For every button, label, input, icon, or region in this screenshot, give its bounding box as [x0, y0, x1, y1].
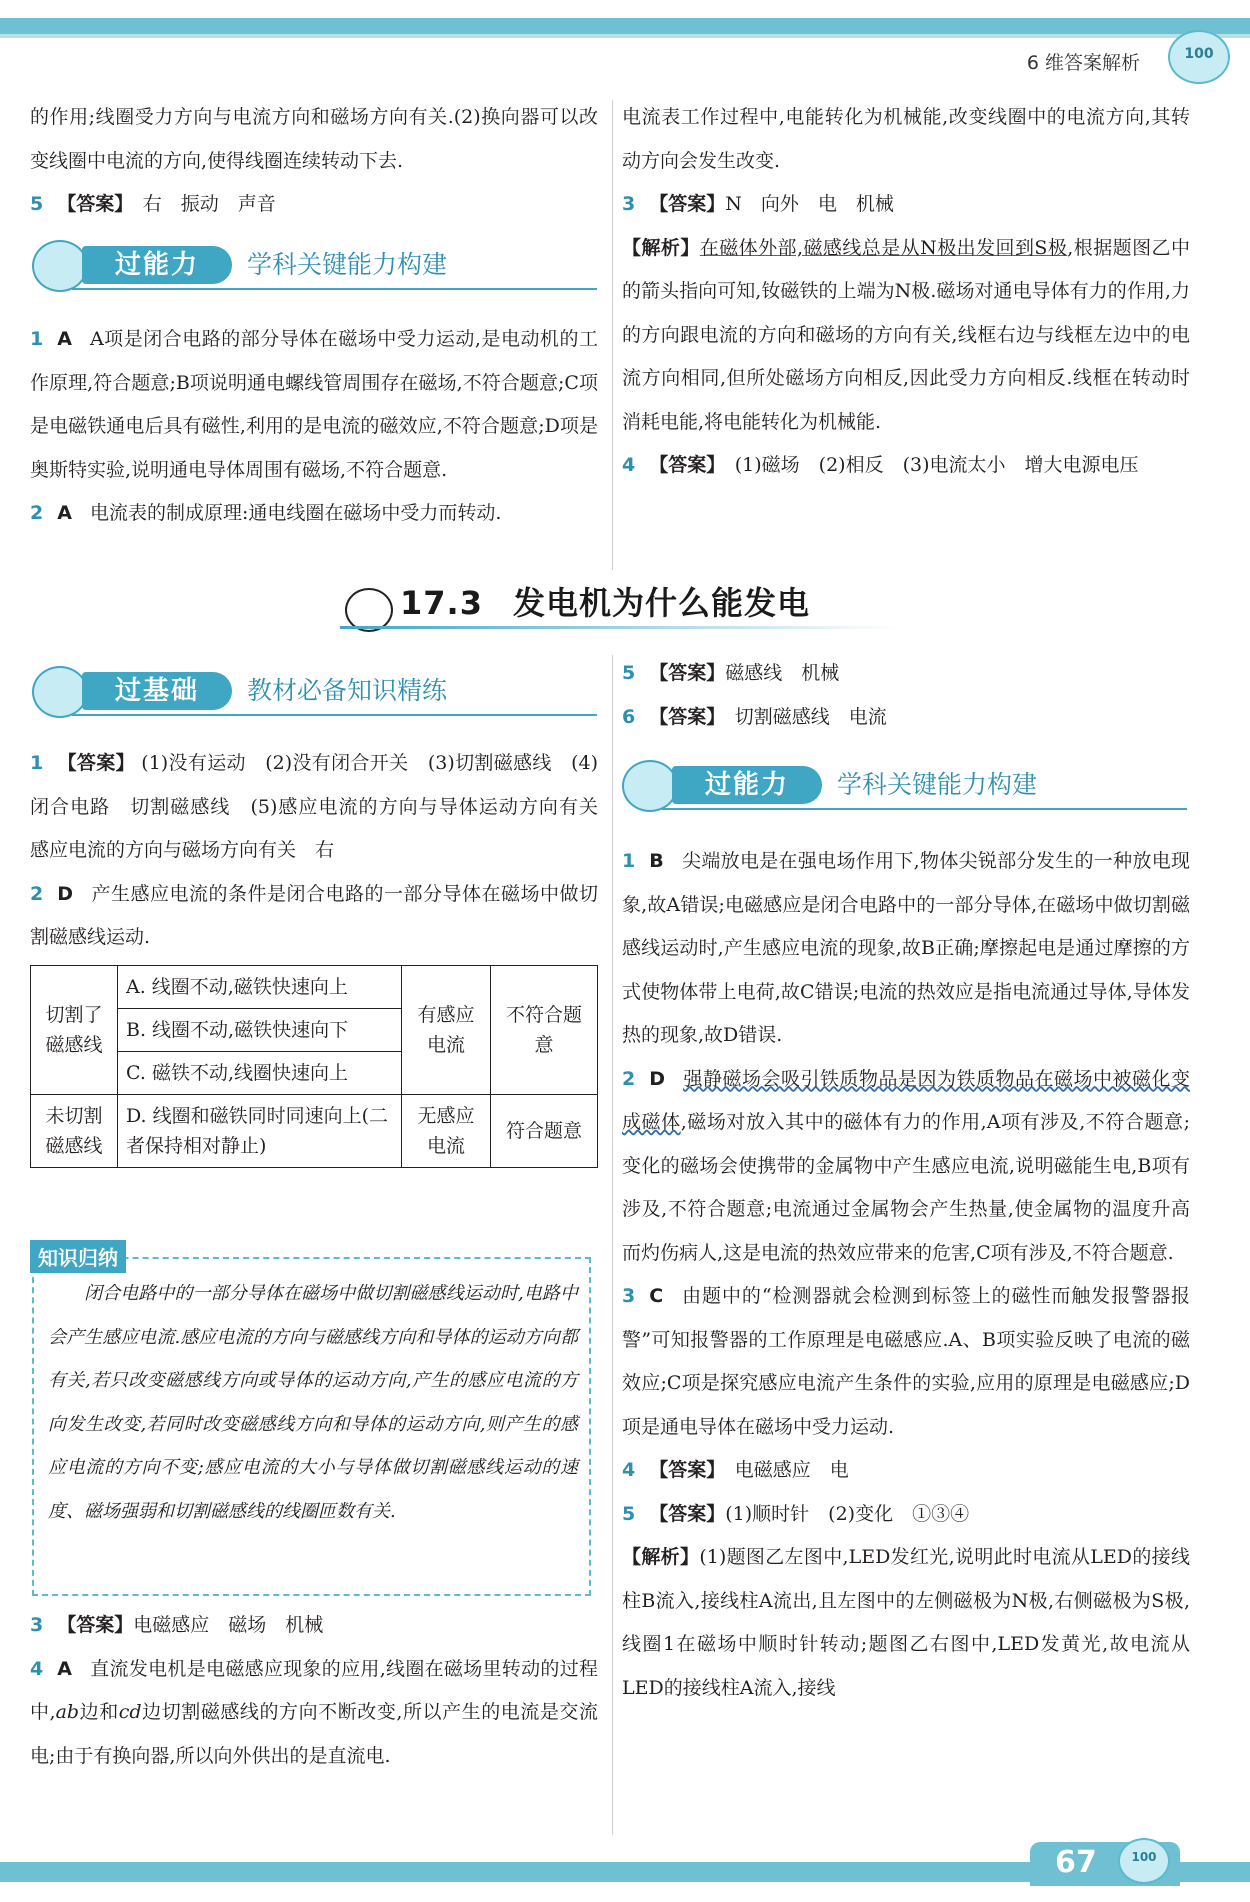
right-basic-answers: [622, 652, 1190, 739]
comparison-table: [30, 965, 598, 1168]
row-label: 未切割磁感线: [31, 1095, 118, 1168]
answer-text: (1)没有运动 (2)没有闭合开关 (3)切割磁感线 (4)闭合电路 切割磁感线 (5)感应电流的方向与导体运动方向有关 感应电流的方向与磁场方向有关 右: [30, 752, 618, 861]
knowledge-body: 闭合电路中的一部分导体在磁场中做切割磁感线运动时,电路中会产生感应电流.感应电流的方向与磁感线方向和导体的运动方向都有关,若只改变磁感线方向或导体的运动方向,产生的感应电流的方向发生改变,若同时改变磁感线方向和导体的运动方向,则产生的感应电流的方向不变;感应电流的大小与导体做切割磁感线运动的速度、磁场强弱和切割磁感线的线圈匝数有关.: [48, 1283, 578, 1522]
question-2: [622, 1058, 1190, 1276]
question-number: 2: [30, 882, 44, 905]
result-cell: 有感应电流: [402, 966, 491, 1095]
star-mascot-icon: [32, 666, 88, 718]
variable-ab: ab: [55, 1701, 80, 1723]
mascot-label: 100: [1184, 46, 1214, 62]
choice-letter: A: [57, 502, 72, 524]
answer-tag: 【答案】: [57, 752, 135, 774]
question-number: 3: [622, 1285, 636, 1307]
answer-text: N 向外 电 机械: [725, 193, 894, 215]
analysis-text: ,根据题图乙中的箭头指向可知,钕磁铁的上端为N极.磁场对通电导体有力的作用,力的方向跟电流的方向和磁场的方向有关,线框右边与线框左边中的电流方向相同,但所处磁场方向相反,因此受力方向相反.线框在转动时消耗电能,将电能转化为机械能.: [622, 236, 1190, 433]
answer-tag: 【答案】: [649, 705, 716, 728]
question-number: 1: [30, 752, 44, 774]
answer-tag: 【答案】: [649, 454, 716, 476]
banner-pill: 过基础: [82, 672, 232, 710]
answer-tag: 【答案】: [57, 193, 124, 215]
star-mascot-icon: [622, 760, 678, 812]
question-explanation: 尖端放电是在强电场作用下,物体尖锐部分发生的一种放电现象,故A错误;电磁感应是闭合电路中的一部分导体,在磁场中做切割磁感线运动时,产生感应电流的现象,故B正确;摩擦起电是通过摩擦的方式使物体带上电荷,故C错误;电流的热效应是指电流通过导体,导体发热的现象,故D错误.: [622, 850, 1190, 1046]
header-label: 6 维答案解析: [1026, 52, 1140, 74]
result-cell: 无感应电流: [402, 1095, 491, 1168]
answer-q5: [622, 652, 1190, 696]
answer-tag: 【答案】: [649, 1502, 726, 1525]
table-cell: A. 线圈不动,磁铁快速向上: [118, 966, 402, 1009]
section-title: [340, 578, 810, 624]
choice-letter: D: [57, 882, 74, 905]
answer-tag: 【答案】: [649, 1459, 716, 1481]
answer-text: 电磁感应 电: [734, 1459, 849, 1481]
choice-letter: A: [57, 328, 72, 350]
question-number: 4: [30, 1657, 44, 1680]
ability-banner: [32, 240, 597, 292]
answer-tag: 【答案】: [57, 1614, 134, 1636]
question-explanation: 由题中的“检测器就会检测到标签上的磁性而触发报警器报警”可知报警器的工作原理是电磁感应.A、B项实验反映了电流的磁效应;C项是探究感应电流产生条件的实验,应用的原理是电磁感应;D项是通电导体在磁场中受力运动.: [622, 1285, 1190, 1438]
question-number: 4: [622, 454, 636, 476]
question-explanation: 电流表的制成原理:通电线圈在磁场中受力而转动.: [89, 502, 502, 524]
question-2: [30, 492, 598, 536]
top-left-column: [30, 96, 598, 227]
mascot-label: 100: [1131, 1850, 1157, 1864]
question-1: [622, 840, 1190, 1058]
banner-pill: 过能力: [672, 766, 822, 804]
question-number: 5: [30, 193, 44, 215]
analysis-q3: [622, 227, 1190, 445]
ability-banner: [622, 760, 1187, 812]
table-cell: D. 线圈和磁铁同时同速向上(二者保持相对静止): [118, 1095, 402, 1168]
question-number: 4: [622, 1459, 636, 1481]
question-1: [30, 318, 598, 492]
question-4: [30, 1648, 598, 1779]
mascot-icon: [1168, 30, 1230, 84]
left-basic-questions: [30, 742, 618, 960]
choice-letter: A: [57, 1657, 72, 1680]
banner-subtitle: 学科关键能力构建: [837, 770, 1038, 799]
wavy-underlined-text: 强静磁场会吸引铁质物品是因为铁质物品在磁场中被磁化变成磁体: [622, 1067, 1190, 1133]
answer-q5: [30, 183, 598, 227]
table-row: [31, 1095, 598, 1168]
choice-letter: C: [649, 1285, 664, 1307]
choice-letter: B: [649, 850, 664, 872]
analysis-tag: 【解析】: [622, 1546, 700, 1568]
knowledge-text: [48, 1272, 578, 1533]
answer-q5b: [622, 1493, 1190, 1537]
answer-text: (1)磁场 (2)相反 (3)电流太小 增大电源电压: [734, 454, 1139, 476]
answer-text: (1)顺时针 (2)变化 ①③④: [725, 1502, 970, 1525]
question-number: 2: [30, 502, 44, 524]
answer-text: 电磁感应 磁场 机械: [133, 1614, 324, 1636]
question-number: 6: [622, 705, 636, 728]
answer-text: 右 振动 声音: [142, 193, 276, 215]
question-number: 2: [622, 1067, 636, 1090]
right-ability-questions: [622, 840, 1190, 1710]
section-underline: [340, 626, 900, 629]
choice-letter: D: [649, 1067, 666, 1090]
banner-subtitle: 学科关键能力构建: [247, 250, 448, 279]
banner-pill: 过能力: [82, 246, 232, 284]
judge-cell: 符合题意: [491, 1095, 598, 1168]
basic-banner: [32, 666, 597, 718]
section-number: 17.3: [400, 584, 483, 622]
top-decor-bar: [0, 18, 1250, 34]
knowledge-tag: 知识归纳: [30, 1240, 126, 1273]
top-left-questions: [30, 318, 598, 536]
judge-cell: 不符合题意: [491, 966, 598, 1095]
answer-q1: [30, 742, 618, 873]
table-cell: C. 磁铁不动,线圈快速向上: [118, 1052, 402, 1095]
question-explanation: 边和: [79, 1701, 119, 1723]
question-number: 3: [622, 193, 636, 215]
banner-underline: [72, 288, 597, 290]
answer-tag: 【答案】: [649, 193, 726, 215]
continuation-paragraph: 电流表工作过程中,电能转化为机械能,改变线圈中的电流方向,其转动方向会发生改变.: [622, 106, 1190, 172]
page-number: 67: [1055, 1845, 1097, 1880]
variable-cd: cd: [118, 1701, 142, 1723]
analysis-tag: 【解析】: [622, 236, 700, 259]
question-number: 5: [622, 662, 636, 684]
question-number: 3: [30, 1614, 44, 1636]
answer-text: 磁感线 机械: [725, 662, 840, 684]
question-3: [622, 1275, 1190, 1449]
question-explanation: 边切割磁感线的方向不断改变,所以产生的电流是交流电;由于有换向器,所以向外供出的是直流电.: [30, 1701, 598, 1767]
question-explanation: 直流发电机是电磁感应现象的应用,线圈在磁场里转动的过程中,: [30, 1657, 598, 1723]
question-explanation: 产生感应电流的条件是闭合电路的一部分导体在磁场中做切割磁感线运动.: [30, 882, 598, 948]
section-heading: 发电机为什么能发电: [512, 584, 810, 622]
analysis-text: (1)题图乙左图中,LED发红光,说明此时电流从LED的接线柱B流入,接线柱A流出,且左图中的左侧磁极为N极,右侧磁极为S极,线圈1在磁场中顺时针转动;题图乙右图中,LED发黄光,故电流从LED的接线柱A流入,接线: [622, 1546, 1190, 1699]
answer-q6: [622, 696, 1190, 740]
left-lower-questions: [30, 1604, 598, 1778]
answer-text: 切割磁感线 电流: [734, 705, 887, 728]
answer-q4: [622, 444, 1190, 488]
continuation-paragraph: 的作用;线圈受力方向与电流方向和磁场方向有关.(2)换向器可以改变线圈中电流的方向,使得线圈连续转动下去.: [30, 106, 598, 172]
column-divider-top: [612, 100, 613, 570]
question-number: 5: [622, 1502, 636, 1525]
analysis-q5b: [622, 1536, 1190, 1710]
underlined-text: 在磁体外部,磁感线总是从N极出发回到S极: [699, 236, 1068, 259]
table-row: [31, 966, 598, 1009]
question-explanation: ,磁场对放入其中的磁体有力的作用,A项有涉及,不符合题意;变化的磁场会使携带的金属物中产生感应电流,说明磁能生电,B项有涉及,不符合题意;电流通过金属物会产生热量,使金属物的温度升高而灼伤病人,这是电流的热效应带来的危害,C项有涉及,不符合题意.: [622, 1111, 1190, 1264]
question-number: 1: [30, 328, 44, 350]
top-right-column: [622, 96, 1190, 488]
mascot-icon: [1118, 1838, 1170, 1884]
top-decor-bar-light: [0, 34, 1250, 38]
star-mascot-icon: [32, 240, 88, 292]
answer-q3: [622, 183, 1190, 227]
column-divider-bottom: [612, 655, 613, 1835]
table-cell: B. 线圈不动,磁铁快速向下: [118, 1009, 402, 1052]
answer-q3: [30, 1604, 598, 1648]
banner-subtitle: 教材必备知识精练: [247, 676, 448, 705]
question-2: [30, 873, 598, 960]
question-explanation: A项是闭合电路的部分导体在磁场中受力运动,是电动机的工作原理,符合题意;B项说明通电螺线管周围存在磁场,不符合题意;C项是电磁铁通电后具有磁性,利用的是电流的磁效应,不符合题意;D项是奥斯特实验,说明通电导体周围有磁场,不符合题意.: [30, 328, 598, 481]
row-label: 切割了磁感线: [31, 966, 118, 1095]
banner-underline: [662, 808, 1187, 810]
answer-q4: [622, 1449, 1190, 1493]
banner-underline: [72, 714, 597, 716]
answer-tag: 【答案】: [649, 662, 726, 684]
question-number: 1: [622, 850, 636, 872]
